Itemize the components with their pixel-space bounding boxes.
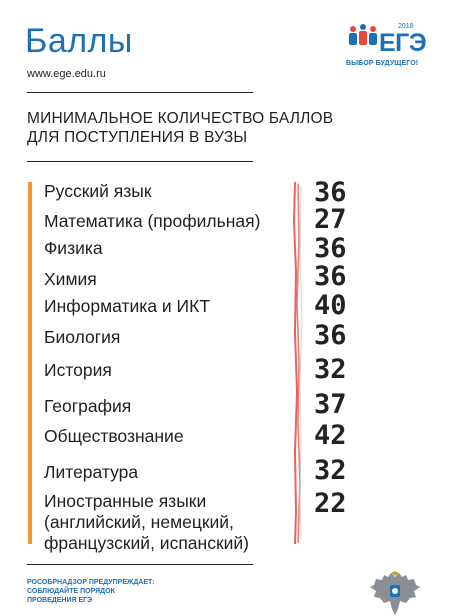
subject-name: Русский язык: [44, 181, 152, 201]
subject-name: Химия: [44, 269, 97, 289]
section-heading: [27, 109, 367, 147]
logo-slogan: ВЫБОР БУДУЩЕГО!: [346, 60, 419, 67]
score-value: 27: [314, 204, 347, 235]
score-value: 37: [314, 389, 347, 420]
subject-name: Информатика и ИКТ: [44, 296, 211, 316]
score-value: 36: [314, 177, 347, 208]
subject-name: Литература: [44, 462, 139, 482]
page-title: Баллы: [25, 22, 133, 60]
footer-warning: [27, 578, 227, 605]
footer-line: РОСОБРНАДЗОР ПРЕДУПРЕЖДАЕТ:: [27, 579, 155, 586]
subject-name: Математика (профильная): [44, 211, 261, 231]
subject-name: Биология: [44, 327, 121, 347]
heading-line: ДЛЯ ПОСТУПЛЕНИЯ В ВУЗЫ: [27, 129, 248, 146]
subject-name: История: [44, 360, 112, 380]
score-value: 36: [314, 233, 347, 264]
red-pencil-line-icon: [292, 182, 304, 544]
logo-year: 2018: [398, 23, 414, 30]
subject-name: Обществознание: [44, 426, 184, 446]
subject-name: Иностранные языки: [44, 491, 207, 511]
footer-line: СОБЛЮДАЙТЕ ПОРЯДОК: [27, 588, 115, 595]
logo-word: ЕГЭ: [379, 29, 427, 57]
double-headed-eagle-emblem-icon: [370, 571, 420, 616]
score-value: 32: [314, 354, 347, 385]
subject-name-line: (английский, немецкий,: [44, 512, 234, 532]
score-value: 36: [314, 261, 347, 292]
website-url[interactable]: www.ege.edu.ru: [27, 68, 106, 80]
subject-name-line: французский, испанский): [44, 533, 249, 553]
score-value: 22: [314, 488, 347, 519]
subject-name: Физика: [44, 238, 103, 258]
divider: [27, 564, 253, 565]
accent-bar: [28, 182, 32, 544]
score-value: 40: [314, 290, 347, 321]
divider: [27, 92, 253, 93]
divider: [27, 161, 253, 162]
footer-line: ПРОВЕДЕНИЯ ЕГЭ: [27, 597, 93, 604]
score-value: 36: [314, 320, 347, 351]
heading-line: МИНИМАЛЬНОЕ КОЛИЧЕСТВО БАЛЛОВ: [27, 110, 334, 127]
score-value: 42: [314, 420, 347, 451]
subject-name: География: [44, 396, 132, 416]
score-value: 32: [314, 455, 347, 486]
